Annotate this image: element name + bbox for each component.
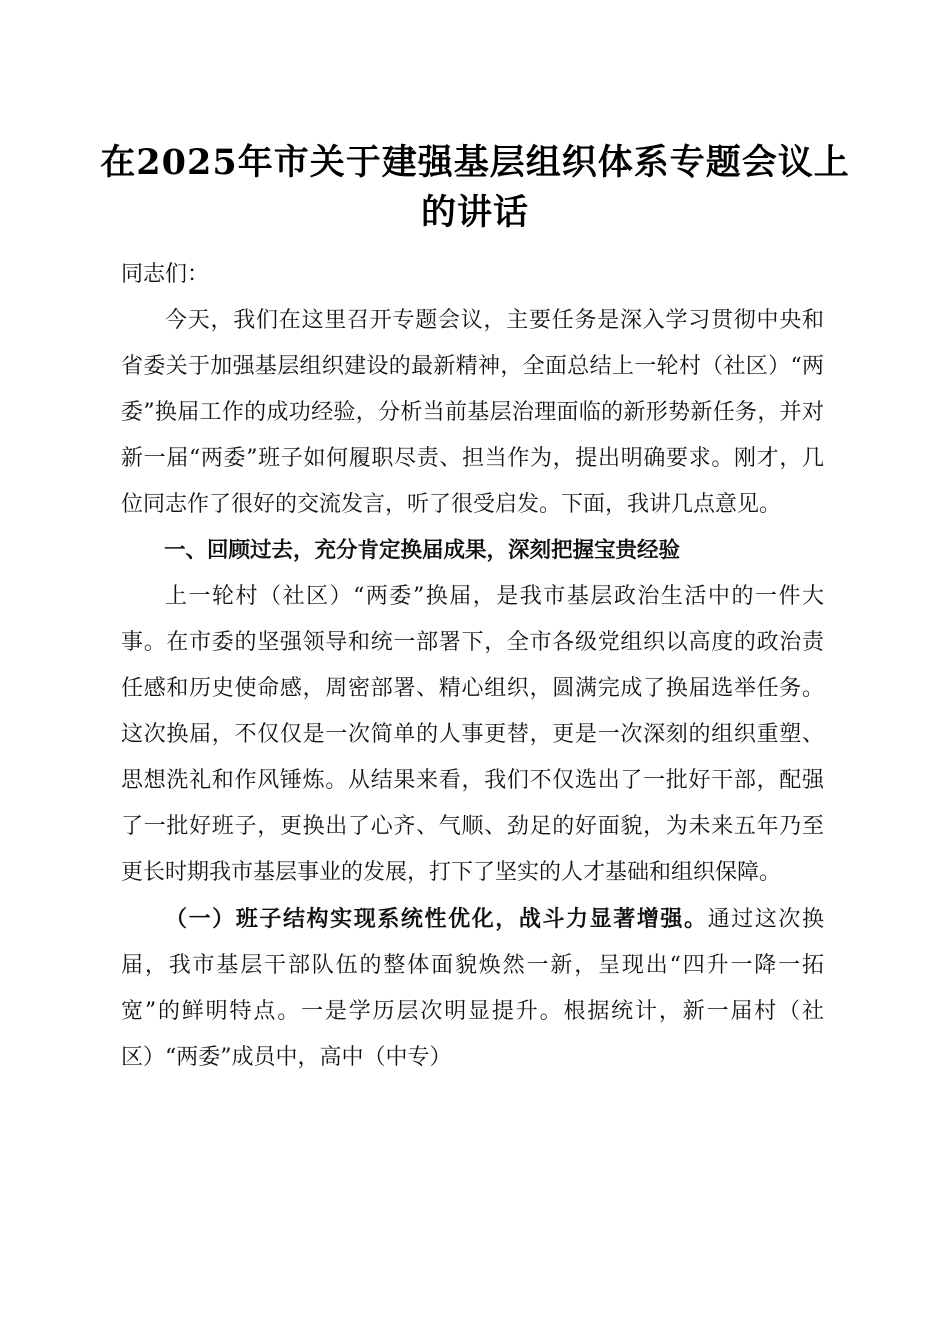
salutation: 同志们： <box>121 262 210 287</box>
document-body <box>121 252 824 1081</box>
subsection1-lead: （一）班子结构实现系统性优化，战斗力显著增强。 <box>165 906 708 932</box>
subsection1-paragraph <box>121 896 824 1081</box>
document-title: 在2025年市关于建强基层组织体系专题会议上的讲话 <box>100 142 850 233</box>
section1-paragraph: 上一轮村（社区）“两委”换届，是我市基层政治生活中的一件大事。在市委的坚强领导和统一部署下，全市各级党组织以高度的政治责任感和历史使命感，周密部署、精心组织，圆满完成了换届选举任务。这次换届，不仅仅是一次简单的人事更替，更是一次深刻的组织重塑、思想洗礼和作风锤炼。从结果来看，我们不仅选出了一批好干部，配强了一批好班子，更换出了心齐、气顺、劲足的好面貌，为未来五年乃至更长时期我市基层事业的发展，打下了坚实的人才基础和组织保障。 <box>121 584 824 885</box>
subsection1-text: 通过这次换届，我市基层干部队伍的整体面貌焕然一新，呈现出“四升一降一拓宽”的鲜明特点。一是学历层次明显提升。根据统计，新一届村（社区）“两委”成员中，高中（中专） <box>121 907 824 1070</box>
section-heading-1: 一、回顾过去，充分肯定换届成果，深刻把握宝贵经验 <box>164 538 681 563</box>
intro-paragraph: 今天，我们在这里召开专题会议，主要任务是深入学习贯彻中央和省委关于加强基层组织建设的最新精神，全面总结上一轮村（社区）“两委”换届工作的成功经验，分析当前基层治理面临的新形势新任务，并对新一届“两委”班子如何履职尽责、担当作为，提出明确要求。刚才，几位同志作了很好的交流发言，听了很受启发。下面，我讲几点意见。 <box>121 308 824 517</box>
